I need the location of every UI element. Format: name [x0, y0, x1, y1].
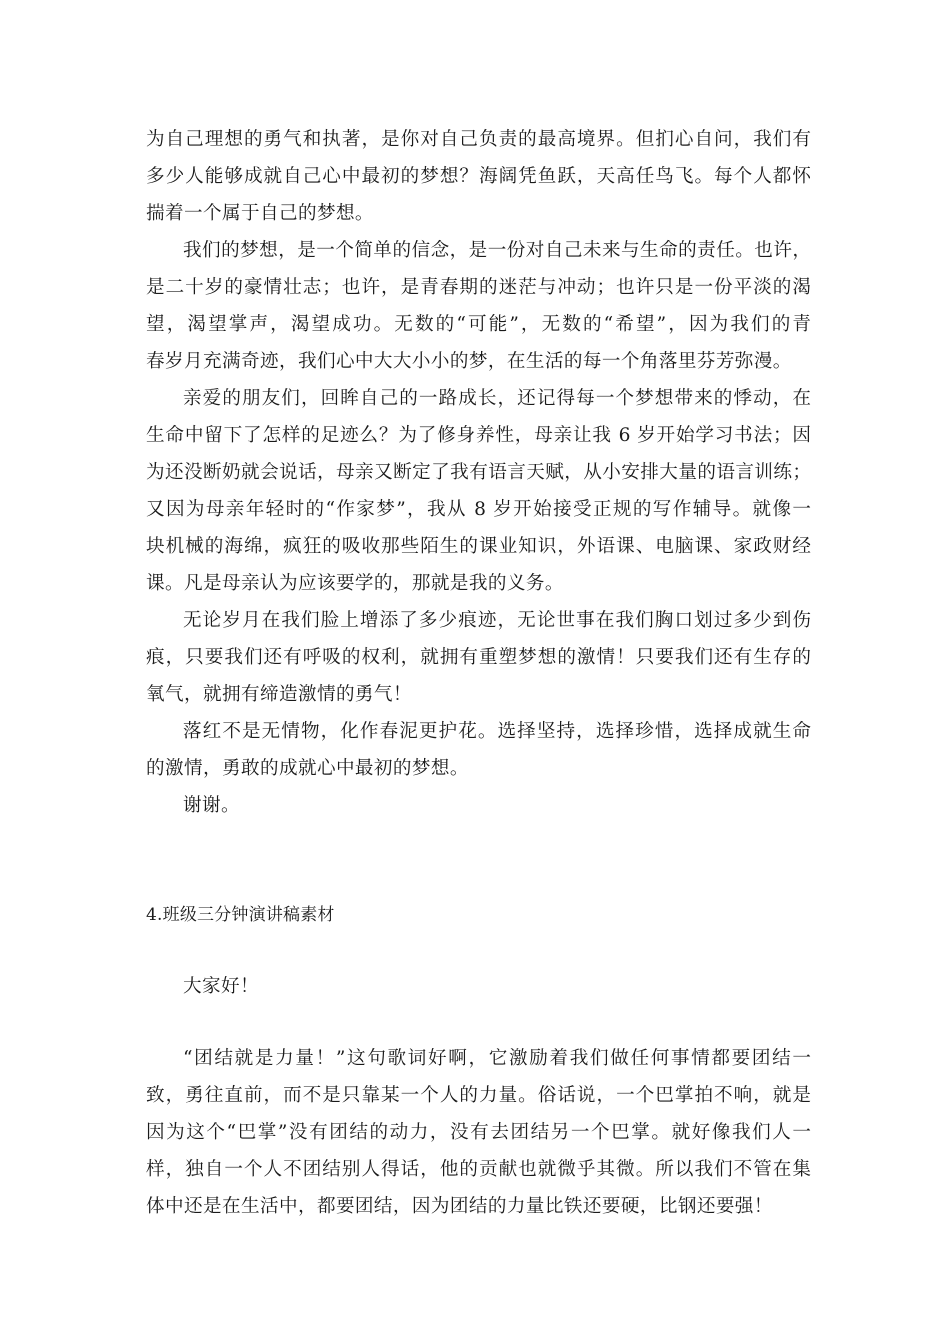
text-line: 课。凡是母亲认为应该要学的，那就是我的义务。 — [146, 573, 564, 594]
text-line: 为自己理想的勇气和执著，是你对自己负责的最高境界。但扪心自问，我们有 — [146, 129, 811, 150]
text-line: 体中还是在生活中，都要团结，因为团结的力量比铁还要硬，比钢还要强！ — [146, 1196, 773, 1217]
text-line: 无论岁月在我们脸上增添了多少痕迹，无论世事在我们胸口划过多少到伤 — [183, 610, 811, 631]
text-line: 生命中留下了怎样的足迹么？为了修身养性，母亲让我 6 岁开始学习书法；因 — [146, 425, 811, 446]
text-line: 落红不是无情物，化作春泥更护花。选择坚持，选择珍惜，选择成就生命 — [183, 721, 811, 742]
text-line: 样，独自一个人不团结别人得话，他的贡献也就微乎其微。所以我们不管在集 — [146, 1159, 811, 1180]
section-title: 4.班级三分钟演讲稿素材 — [146, 905, 335, 925]
text-line: 谢谢。 — [183, 795, 240, 816]
text-line: 痕，只要我们还有呼吸的权利，就拥有重塑梦想的激情！只要我们还有生存的 — [146, 647, 811, 668]
text-line: “团结就是力量！”这句歌词好啊，它激励着我们做任何事情都要团结一 — [183, 1048, 811, 1069]
text-line: 又因为母亲年轻时的“作家梦”，我从 8 岁开始接受正规的写作辅导。就像一 — [146, 499, 811, 520]
text-line: 为还没断奶就会说话，母亲又断定了我有语言天赋，从小安排大量的语言训练； — [146, 462, 811, 483]
text-line: 因为这个“巴掌”没有团结的动力，没有去团结另一个巴掌。就好像我们人一 — [146, 1122, 811, 1143]
text-line: 揣着一个属于自己的梦想。 — [146, 203, 374, 224]
greeting: 大家好！ — [183, 976, 259, 997]
text-line: 多少人能够成就自己心中最初的梦想？海阔凭鱼跃，天高任鸟飞。每个人都怀 — [146, 166, 811, 187]
text-line: 春岁月充满奇迹，我们心中大大小小的梦，在生活的每一个角落里芬芳弥漫。 — [146, 351, 792, 372]
text-line: 块机械的海绵，疯狂的吸收那些陌生的课业知识，外语课、电脑课、家政财经 — [146, 536, 811, 557]
text-line: 亲爱的朋友们，回眸自己的一路成长，还记得每一个梦想带来的悸动，在 — [183, 388, 811, 409]
text-line: 氧气，就拥有缔造激情的勇气！ — [146, 684, 412, 705]
text-line: 的激情，勇敢的成就心中最初的梦想。 — [146, 758, 469, 779]
text-line: 望，渴望掌声，渴望成功。无数的“可能”，无数的“希望”，因为我们的青 — [146, 314, 811, 335]
text-line: 我们的梦想，是一个简单的信念，是一份对自己未来与生命的责任。也许， — [183, 240, 811, 261]
text-line: 是二十岁的豪情壮志；也许，是青春期的迷茫与冲动；也许只是一份平淡的渴 — [146, 277, 811, 298]
text-line: 致，勇往直前，而不是只靠某一个人的力量。俗话说，一个巴掌拍不响，就是 — [146, 1085, 811, 1106]
